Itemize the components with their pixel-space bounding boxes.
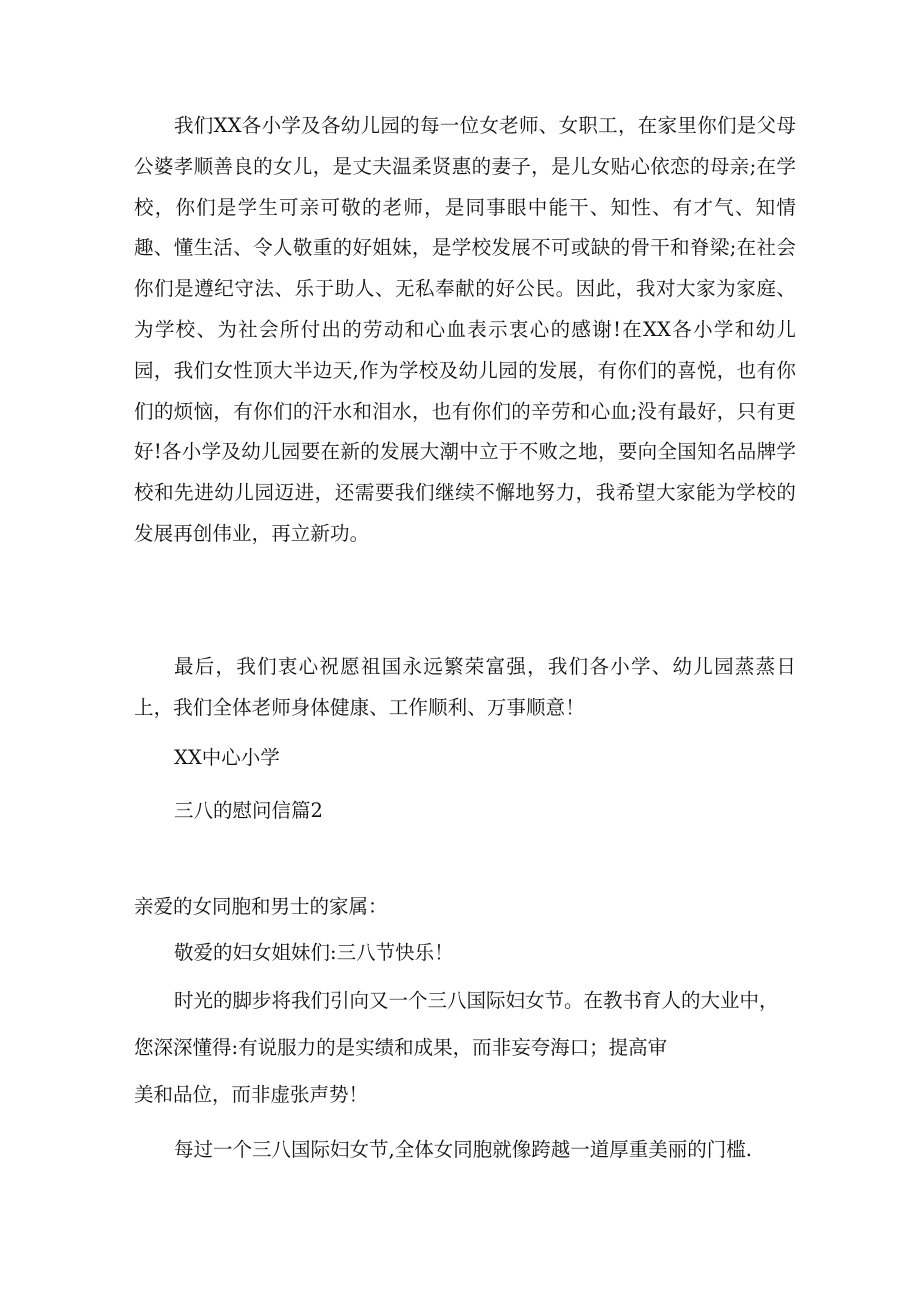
salutation: 亲爱的女同胞和男士的家属： [134,895,388,918]
greeting: 敬爱的妇女姐妹们:三八节快乐！ [174,941,454,964]
body-paragraph-2: 最后，我们衷心祝愿祖国永远繁荣富强，我们各小学、幼儿园蒸蒸日上，我们全体老师身体健康、工作顺利、万事顺意！ [134,655,796,719]
body-paragraph-4: 每过一个三八国际妇女节,全体女同胞就像跨越一道厚重美丽的门槛. [174,1138,752,1161]
body-paragraph-3-line-2: 您深深懂得:有说服力的是实绩和成果，而非妄夸海口；提高审 [134,1036,668,1059]
signature: XX中心小学 [174,746,280,769]
body-paragraph-1: 我们XX各小学及各幼儿园的每一位女老师、女职工，在家里你们是父母公婆孝顺善良的女儿，是丈夫温柔贤惠的妻子，是儿女贴心依恋的母亲;在学校，你们是学生可亲可敬的老师，是同事眼中能干、知性、有才气、知情趣、懂生活、令人敬重的好姐妹，是学校发展不可或缺的骨干和脊梁;在社会你们是遵纪守法、乐于助人、无私奉献的好公民。因此，我对大家为家庭、为学校、为社会所付出的劳动和心血表示衷心的感谢!在XX各小学和幼儿园，我们女性顶大半边天,作为学校及幼儿园的发展，有你们的喜悦，也有你们的烦恼，有你们的汗水和泪水，也有你们的辛劳和心血;没有最好，只有更好!各小学及幼儿园要在新的发展大潮中立于不败之地，要向全国知名品牌学校和先进幼儿园迈进，还需要我们继续不懈地努力，我希望大家能为学校的发展再创伟业，再立新功。 [134,114,796,545]
body-paragraph-3-line-3: 美和品位，而非虚张声势！ [134,1083,369,1106]
section-title: 三八的慰问信篇2 [174,799,323,822]
body-paragraph-3-line-1: 时光的脚步将我们引向又一个三八国际妇女节。在教书育人的大业中， [174,989,779,1012]
